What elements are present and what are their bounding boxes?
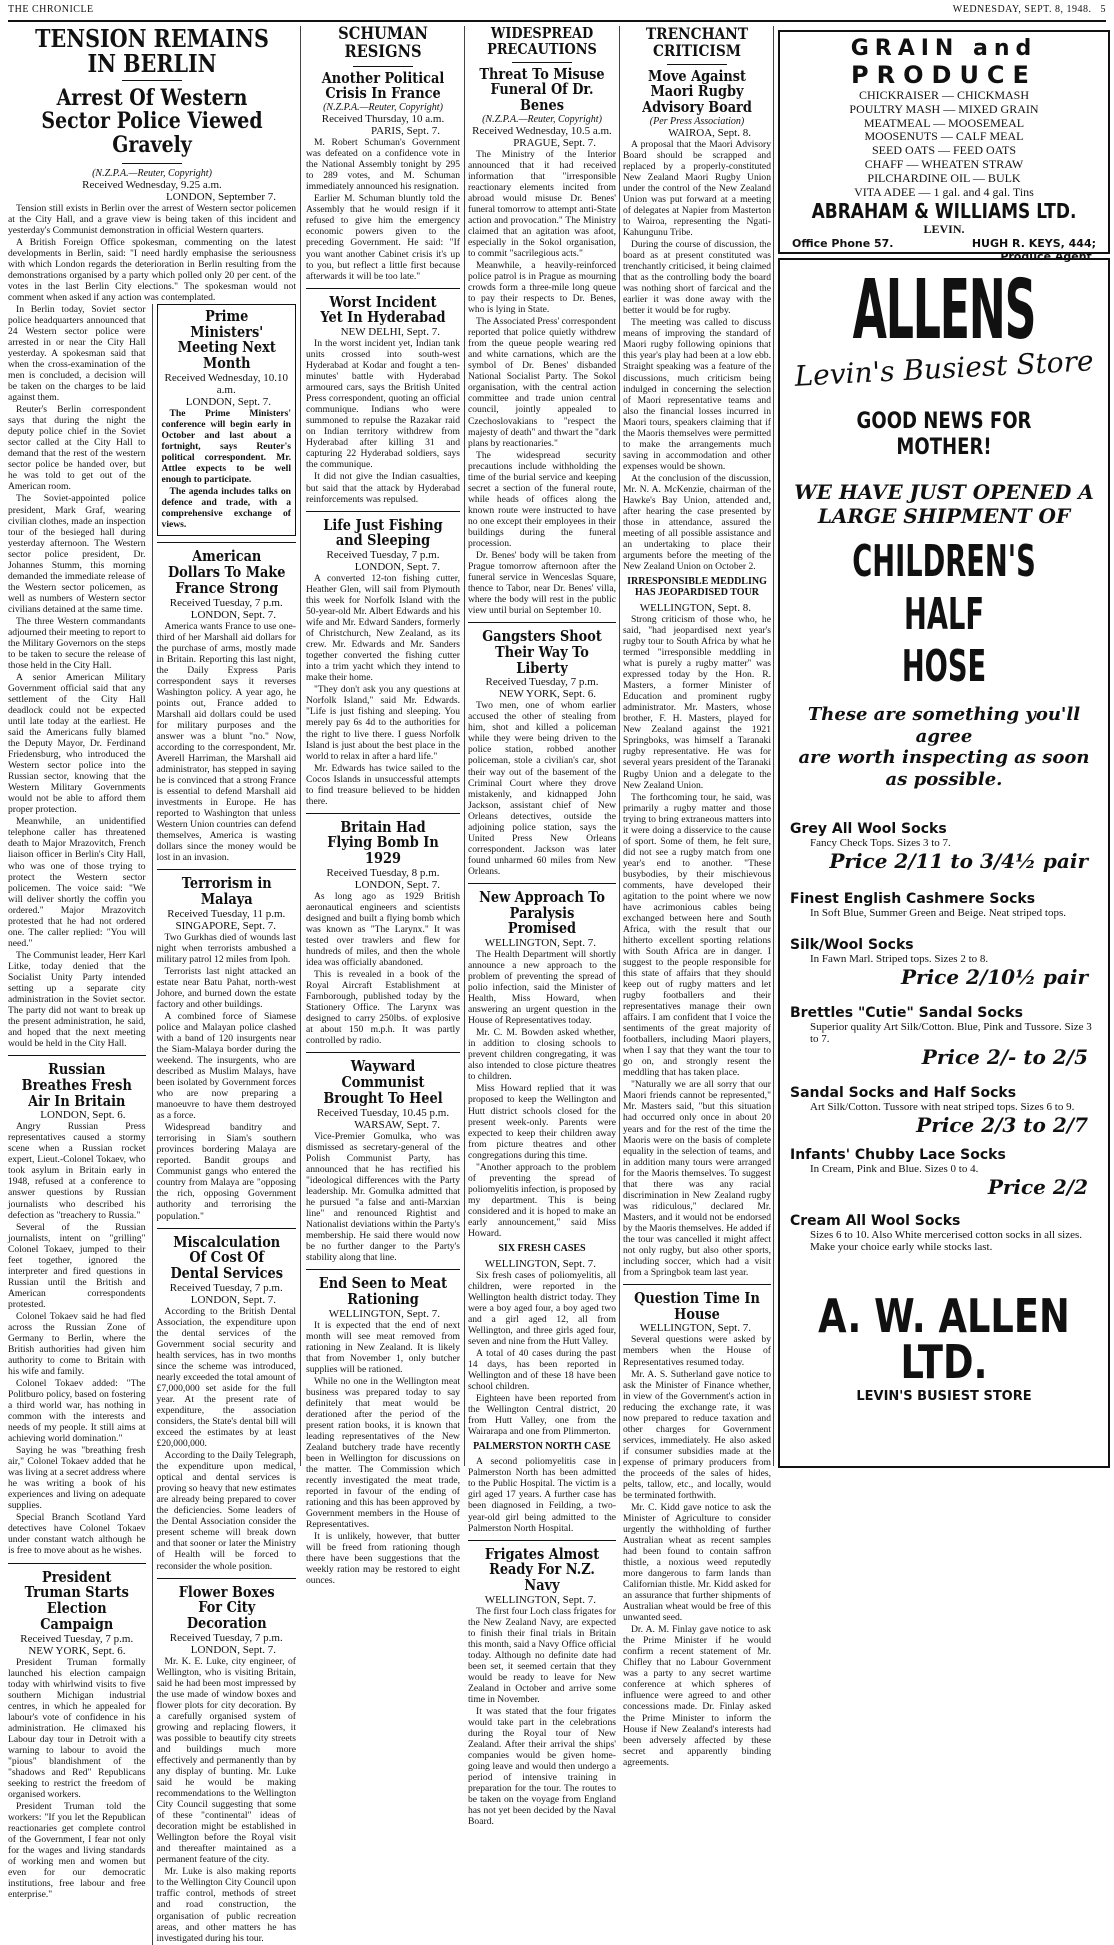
column-rule bbox=[619, 26, 620, 1466]
headline-truman: President Truman Starts Election Campaign bbox=[24, 1567, 129, 1633]
agent-role: Produce Agent. bbox=[1000, 250, 1096, 264]
article-paragraph: A senior American Military Government official said that any settlement of the City Hall deadlock could not be expected until late today at the earliest. He said the Americans fully blamed the Deputy Mayor, Dr. Ferdinand Friedensburg, who introduced the Western sector police into the Russian sector, knowing that the Western Military Governments would not be able to afford them proper protection. bbox=[8, 671, 146, 816]
ad-worth: are worth inspecting as soon bbox=[798, 747, 1090, 769]
product-line: VITA ADEE — 1 gal. and 4 gal. Tins bbox=[854, 184, 1034, 199]
article-paragraph: M. Robert Schuman's Government was defeated on a confidence vote in the National Assembly tonight by 295 to 289 votes, and M. Schuman immediately announced his resignation. bbox=[306, 137, 460, 193]
article-paragraph: It is unlikely, however, that butter will be freed from rationing though there have been suggestions that the weekly ration may be restored to eight ounces. bbox=[306, 1531, 460, 1587]
received-line: Received Tuesday, 11 p.m. bbox=[167, 907, 286, 920]
article-paragraph: Several questions were asked by members when the House of Representatives resumed today. bbox=[623, 1334, 771, 1368]
divider bbox=[122, 80, 182, 81]
column-rugby bbox=[623, 24, 771, 1768]
article-paragraph: At the conclusion of the discussion, Mr. N. A. McKenzie, chairman of the Hawke's Bay Union, attended and, after hearing the case presented by those in attendance, assured the meeting of all possible assistance and an undertaking to place their arguments before the meeting of the New Zealand Union on October 2. bbox=[623, 472, 771, 573]
masthead bbox=[8, 4, 1106, 20]
article-paragraph: Mr. K. E. Luke, city engineer, of Wellington, who is visiting Britain, said he had been most impressed by the use made of window boxes and flower plots for city decoration. By a carefully organised system of growing and replacing flowers, it was possible to beautify city streets and buildings much more effectively and permanently than by any display of bunting. Mr. Luke said he would be making recommendations to the Wellington City Council suggesting that some of these "continental" ideas of decoration might be established in Wellington before the Royal visit and thereafter maintained as a permanent feature of the city. bbox=[156, 1655, 296, 1866]
ad-title-produce: PRODUCE bbox=[851, 61, 1037, 89]
received-line: Received Tuesday, 7 p.m. bbox=[169, 1281, 283, 1294]
office-phone: Office Phone 57. bbox=[792, 237, 894, 251]
article-paragraph: Terrorists last night attacked an estate near Batu Pahat, north-west Johore, and burned down the estate factory and other buildings. bbox=[156, 965, 296, 1010]
sock-name: Brettles "Cutie" Sandal Socks bbox=[790, 1004, 1023, 1021]
sock-desc: Superior quality Art Silk/Cotton. Blue, Pink and Tussore. Size 3 to 7. bbox=[810, 1020, 1092, 1045]
article-paragraph: While no one in the Wellington meat business was prepared today to say definitely that meat would be derationed after the period of the present ration books, it is known that leading representatives of the New Zealand butchery trade have recently been in Wellington for discussions on the matter. The Commission which recently investigated the meat trade, reported in favour of the ending of rationing and this has been approved by Government members in the House of Representatives. bbox=[306, 1375, 460, 1531]
received-line: Received Tuesday, 7 p.m. bbox=[485, 676, 599, 689]
sock-desc: In Cream, Pink and Blue. Sizes 0 to 4. bbox=[810, 1162, 979, 1175]
article-paragraph: Strong criticism of those who, he said, "had jeopardised next year's rugby tour to South Africa by what he termed "irresponsible meddling in what is purely a rugby matter" was expressed today by the Hon. R. Masters, a former Minister of Education and prominent rugby administrator. Mr. Masters, whose brother, F. H. Masters, played for New Zealand against the 1921 Springboks, was himself a Taranaki rugby representative. He was for several years president of the Taranaki Rugby Union and a delegate to the New Zealand Union. bbox=[623, 614, 771, 791]
sock-item bbox=[790, 1147, 1098, 1199]
article-paragraph: In the worst incident yet, Indian tank units crossed into south-west Hyderabad at Kodar and fought a ten-minutes' battle with Hyderabad armoured cars, says the British United Press correspondent, quoting an official communique. Indians who were summoned to repulse the Razakar raid on Indian territory withdrew from Hyderabad after killing 31 and capturing 22 Hyderabad soldiers, says the communique. bbox=[306, 338, 460, 471]
dateline: WAIROA, Sept. 8. bbox=[668, 126, 751, 139]
headline-wayward: Wayward Communist Brought To Heel bbox=[323, 1057, 443, 1107]
subhead-meddling: IRRESPONSIBLE MEDDLING HAS JEOPARDISED TOUR bbox=[627, 576, 767, 599]
article-paragraph: Meanwhile, an unidentified telephone caller has threatened death to Major Mrazovitch, French liaison officer in Berlin's City Hall, who was one of those trying to protect the Western sector policemen. The voice said: "We will deliver shortly the coffin you ordered." Major Mrazovitch protested that he had not ordered one. The caller replied: "You will need." bbox=[8, 816, 146, 949]
ad-title-grain: GRAIN and bbox=[850, 36, 1038, 61]
received-line: Received Wednesday, 9.25 a.m. bbox=[82, 178, 222, 191]
ad-contact bbox=[780, 237, 1108, 250]
article-paragraph: "Naturally we are all sorry that our Maori friends cannot be represented," Mr. Masters said, "but this situation had occurred only once in about 20 years and for the rest of the time the Maoris were on the basis of complete equality in the selection of teams, and in addition many tours were arranged for the Maoris themselves. To suggest that there was any racial discrimination in New Zealand rugby was ridiculous," declared Mr. Masters, and it would not be endorsed by the Maoris themselves. He added if the tour was cancelled it might affect not only rugby, but also other sports, including soccer, which had a visit from a Springbok team last year. bbox=[623, 1079, 771, 1278]
headline-russian: Russian Breathes Fresh Air In Britain bbox=[21, 1060, 132, 1110]
headline-criticism: TRENCHANT CRITICISM bbox=[645, 24, 749, 60]
ad-half: HALF bbox=[904, 588, 984, 640]
sock-item bbox=[790, 1005, 1098, 1069]
headline-dental: Miscalculation Of Cost Of Dental Services bbox=[169, 1232, 283, 1283]
article-paragraph: The meeting was called to discuss means of improving the standard of Maori rugby following opinions that this year's play had been at a low ebb. Straight speaking was a feature of the discussions, much criticism being indulged in concerning the selection of Maori representative teams and also the financial losses incurred in Maori tours, speakers claiming that if the Maoris themselves were permitted to make the arrangements much saving in accommodation and other expenses would be shown. bbox=[623, 317, 771, 472]
product-line: SEED OATS — FEED OATS bbox=[871, 143, 1016, 158]
article-paragraph: The Associated Press' correspondent reported that police quietly withdrew from the queue people wearing red and white carnations, which are the symbol of Dr. Benes' disbanded National Socialist Party. The Sokol organisation, with the central action committee and trade union central council, jointly appealed to Czechoslovakians to "respect the majesty of death" and thwart the "dark plans by reactionaries." bbox=[468, 316, 617, 449]
headline-bomb: Britain Had Flying Bomb In 1929 bbox=[327, 817, 439, 868]
subcolumn bbox=[152, 304, 296, 1945]
article-paragraph: Mr. A. S. Sutherland gave notice to ask the Minister of Finance whether, in view of the Government's action in reducing the exchange rate, it was now prepared to reduce taxation and other charges for Government services, immediately. He also asked if consumer subsidies made at the expense of primary producers from the proceeds of the sales of hides, pelts, tallow, etc., and locally, would be terminated forthwith. bbox=[623, 1368, 771, 1501]
credit: (Per Press Association) bbox=[649, 115, 745, 127]
agent: HUGH R. KEYS, 444; bbox=[971, 237, 1096, 251]
product-line: MEATMEAL — MOOSEMEAL bbox=[863, 115, 1025, 130]
article-paragraph: The forthcoming tour, he said, was primarily a rugby matter and those trying to bring extraneous matters into it were doing a disservice to the cause of sport. Some of them, he felt sure, did not see a rugby match from one year's end to another. "These busybodies, by their mischievous comments, have developed their agitation to the point where we now have acrimonious cables being exchanged between here and South Africa, with the result that our hitherto excellent sporting relations with South Africa are in danger. I suggest to the people responsible for this state of affairs that they should keep out of rugby matters and let rugby footballers and their representatives manage their own affairs. I am confident that I voice the sentiments of the great majority of footballers, including Maori players, when I say that they want the tour to go on, and strongly resent the meddling that has taken place. bbox=[623, 791, 771, 1079]
received-line: Received Wednesday, 10.10 a.m. bbox=[164, 371, 288, 396]
article-paragraph: The Ministry of the Interior announced that it had received information that "irresponsible reactionary elements incited from abroad would misuse Dr. Benes' funeral tomorrow to attempt anti-State action and provocation." The Ministry claimed that an agitation was afoot, especially in the Sokol organisation, to commit "sacrilegious acts." bbox=[468, 148, 616, 260]
article-paragraph: Earlier M. Schuman bluntly told the Assembly that he would resign if it refused to give him the emergency economic powers given to the preceding Government. He said: "If you want another Cabinet crisis it's up to you, but reflect a little first because afterwards it will be too late." bbox=[306, 193, 460, 282]
article-paragraph: According to the Daily Telegraph, the expenditure upon medical, optical and dental services is proving so heavy that new estimates are already being prepared to cover the deficiencies. Some leaders of the Dental Association consider the present scheme will break down and that sooner or later the Ministry of Health will be forced to reconsider the whole position. bbox=[156, 1450, 296, 1572]
dateline: WARSAW, Sept. 7. bbox=[354, 1118, 440, 1131]
masthead-date bbox=[953, 4, 1106, 15]
article-paragraph: The Communist leader, Herr Karl Litke, today denied that the Socialist Unity Party intended setting up a separate city administration in the Soviet sector. The party did not want to break up the present administration, he said, and hoped that the next meeting would be held in the City Hall. bbox=[8, 949, 146, 1049]
dateline: WELLINGTON, Sept. 7. bbox=[484, 1593, 596, 1606]
headline-flower: Flower Boxes For City Decoration bbox=[178, 1582, 275, 1633]
article-paragraph: It is expected that the end of next month will see meat removed from rationing in New Zealand. It is likely that from November 1, only butcher supplies will be rationed. bbox=[306, 1319, 460, 1375]
dateline: PARIS, Sept. 7. bbox=[371, 125, 440, 138]
divider bbox=[512, 62, 572, 63]
sock-name: Infants' Chubby Lace Socks bbox=[790, 1146, 1006, 1163]
received-line: Received Tuesday, 10.45 p.m. bbox=[316, 1106, 450, 1119]
column-rule bbox=[300, 26, 301, 1466]
page-number: 5 bbox=[1100, 4, 1106, 15]
sock-name: Grey All Wool Socks bbox=[790, 820, 947, 837]
article-paragraph: The Health Department will shortly announce a new approach to the problem of preventing the spread of polio infection, said the Minister of Health, Miss Howard, when answering an urgent question in the House of Representatives today. bbox=[468, 949, 616, 1027]
ad-childrens: CHILDREN'S bbox=[852, 535, 1036, 587]
ad-shipment: LARGE SHIPMENT OF bbox=[817, 503, 1071, 528]
subcolumn bbox=[8, 304, 146, 1945]
sock-name: Silk/Wool Socks bbox=[790, 936, 914, 953]
product-line: CHAFF — WHEATEN STRAW bbox=[864, 156, 1024, 171]
product-line: POULTRY MASH — MIXED GRAIN bbox=[849, 101, 1039, 116]
ad-worth: These are something you'll agree bbox=[807, 704, 1081, 747]
headline-hyderabad: Worst Incident Yet In Hyderabad bbox=[320, 292, 446, 327]
dateline: WELLINGTON, Sept. 7. bbox=[639, 1322, 751, 1335]
ad-firm: A. W. ALLEN LTD. bbox=[818, 1288, 1070, 1389]
ad-worth: as possible. bbox=[885, 768, 1003, 790]
dateline: WELLINGTON, Sept. 7. bbox=[484, 1257, 596, 1270]
headline-schuman: SCHUMAN RESIGNS bbox=[338, 24, 428, 62]
sock-desc: Sizes 6 to 10. Also White mercerised cotton socks in all sizes. Make your choice early while stocks last. bbox=[810, 1228, 1082, 1253]
article-paragraph: The widespread security precautions include withholding the time of the burial service and keeping secret a section of the funeral route, while heads of offices along the known route were instructed to have no one except their employees in their buildings during the funeral procession. bbox=[468, 449, 616, 549]
ad-town: LEVIN. bbox=[923, 222, 965, 237]
sock-price: Price 2/2 bbox=[987, 1174, 1088, 1199]
article-paragraph: Mr. Luke is also making reports to the Wellington City Council upon traffic control, methods of street and road construction, the organisation of public recreation areas, and other matters he has investigated during his tour. bbox=[156, 1866, 297, 1944]
dateline: LONDON, Sept. 7. bbox=[354, 878, 440, 891]
subhead-funeral: Threat To Misuse Funeral Of Dr. Benes bbox=[479, 64, 605, 114]
issue-date: WEDNESDAY, SEPT. 8, 1948. bbox=[952, 4, 1092, 15]
received-line: Received Wednesday, 10.5 a.m. bbox=[472, 124, 612, 137]
article-paragraph: In Berlin today, Soviet sector police headquarters announced that 24 Western sector police were arrested in or near the City Hall yesterday. A spokesman said that when the cross-examination of the men is concluded, a decision will be taken on the charges to be laid against them. bbox=[8, 303, 146, 404]
ad-hose: HOSE bbox=[901, 641, 987, 693]
headline-gangsters: Gangsters Shoot Their Way To Liberty bbox=[482, 627, 602, 677]
article-paragraph: A British Foreign Office spokesman, commenting on the latest developments in Berlin, said: "I need hardly emphasise the seriousness with which London regards the deterioration in Berlin resulting from the demonstrations organised by a party which polled only 20 per cent. of the votes in the last Berlin City elections." The spokesman would not comment when asked if any action was contemplated. bbox=[8, 236, 296, 303]
credit: (N.Z.P.A.—Reuter, Copyright) bbox=[323, 102, 443, 114]
headline-question: Question Time In House bbox=[634, 1288, 760, 1323]
dateline: NEW YORK, Sept. 6. bbox=[28, 1644, 126, 1657]
article-paragraph: Dr. A. M. Finlay gave notice to ask the Prime Minister if he would confirm a recent statement of Mr. Chifley that no Labour Government was a party to any secret wartime conference at which spheres of influence were agreed to and other concessions made. Dr. Finlay asked the Prime Minister to inform the House if New Zealand's interests had been adversely affected by these secret and apparently binding agreements. bbox=[623, 1624, 771, 1768]
article-paragraph: Colonel Tokaev added: "The Politburo policy, based on fostering a third world war, has nothing in common with the interests and needs of my people. It still aims at achieving world domination." bbox=[8, 1378, 146, 1445]
article-paragraph: This is revealed in a book of the Royal Aircraft Establishment at Farnborough, published today by the Stationery Office. The Larynx was designed to carry 250lbs. of explosive at about 150 m.p.h. It was partly controlled by radio. bbox=[306, 969, 460, 1047]
sock-desc: In Soft Blue, Summer Green and Beige. Neat striped tops. bbox=[810, 906, 1067, 919]
subhead-criticism: Move Against Maori Rugby Advisory Board bbox=[642, 66, 752, 117]
subhead-schuman: Another Political Crisis In France bbox=[321, 68, 445, 103]
article-paragraph: Mr. Edwards has twice sailed to the Cocos Islands in unsuccessful attempts to find treasure believed to be hidden there. bbox=[306, 762, 460, 807]
headline-paralysis: New Approach To Paralysis Promised bbox=[479, 887, 605, 938]
article-paragraph: Widespread banditry and terrorising in Siam's southern provinces bordering Malaya are reported. Bandit groups and Communist gangs who entered the country from Malaya are "opposing the rich, opposing Government authority and terrorising the population." bbox=[156, 1122, 296, 1222]
sock-price: Price 2/10½ pair bbox=[901, 964, 1088, 989]
sock-item bbox=[790, 821, 1098, 873]
article-paragraph: A combined force of Siamese police and Malayan police clashed with a band of 120 insurgents near the Siam-Malaya border during the weekend. The insurgents, who are described as Muslim Malays, have been isolated by Government forces who are now preparing a manoeuvre to have them destroyed as a force. bbox=[156, 1010, 296, 1122]
article-paragraph: "They don't ask you any questions at Norfolk Island," said Mr. Edwards. "Life is just fishing and sleeping. You merely pay 6s 4d to the authorities for the right to live there. I guess Norfolk Island is just about the best place in the world to relax in after a hard life." bbox=[306, 684, 460, 762]
received-line: Received Tuesday, 7 p.m. bbox=[20, 1632, 134, 1645]
dateline: NEW YORK, Sept. 6. bbox=[498, 688, 596, 701]
column-rule bbox=[773, 26, 774, 1466]
sock-item bbox=[790, 937, 1098, 989]
subhead-six-cases: SIX FRESH CASES bbox=[498, 1242, 586, 1254]
dateline: LONDON, Sept. 7. bbox=[354, 561, 440, 574]
dateline: LONDON, Sept. 7. bbox=[190, 1293, 276, 1306]
article-paragraph: Special Branch Scotland Yard detectives have Colonel Tokaev under constant watch although he is free to move about as he wishes. bbox=[8, 1512, 146, 1557]
dateline: LONDON, Sept. 7. bbox=[190, 1643, 276, 1656]
article-paragraph: Miss Howard replied that it was proposed to keep the Wellington and Hutt district schools closed for the present week-only. Parents were expected to keep their children away from picture theatres and other congregations during this time. bbox=[468, 1083, 616, 1161]
dateline: WELLINGTON, Sept. 7. bbox=[484, 937, 596, 950]
headline-frigates: Frigates Almost Ready For N.Z. Navy bbox=[484, 1544, 600, 1595]
credit: (N.Z.P.A.—Reuter, Copyright) bbox=[482, 113, 602, 125]
sock-desc: Art Silk/Cotton. Tussore with neat striped tops. Sizes 6 to 9. bbox=[810, 1100, 1075, 1113]
received-line: Received Tuesday, 7 p.m. bbox=[169, 596, 283, 609]
sock-price: Price 2/3 to 2/7 bbox=[916, 1112, 1088, 1137]
top-rule bbox=[8, 20, 1106, 22]
article-paragraph: According to the British Dental Association, the expenditure upon the dental services of the Government social security and health services, has in two months since the scheme was introduced, nearly exceeded the total amount of £7,000,000 set aside for the full year. At the present rate of expenditure, the association considers, the State's dental bill will exceed the estimates by at least £20,000,000. bbox=[156, 1305, 296, 1450]
article-paragraph: The Prime Ministers' conference will begin early in October and last about a fortnight, says Reuter's political correspondent. Mr. Attlee expects to be well enough to participate. bbox=[161, 407, 291, 486]
article-paragraph: Two men, one of whom earlier accused the other of stealing from him, shot and killed a policeman while they were being driven to the police station, robbed another policeman, stole a civilian's car, shot their way out of the basement of the Criminal Court where they drove mistakenly, and kidnapped John Jackson, assistant chief of New Orleans detectives, outside the adjoining police station, says the United Press New Orleans correspondent. Jackson was later found unharmed 60 miles from New Orleans. bbox=[468, 700, 616, 877]
dateline: LONDON, Sept. 6. bbox=[40, 1109, 126, 1122]
product-line: PILCHARDINE OIL — BULK bbox=[867, 170, 1021, 185]
article-paragraph: Tension still exists in Berlin over the arrest of Western sector policemen at the City Hall, and a grave view is being taken of this incident and yesterday's Communist demonstration in official Western quarters. bbox=[8, 202, 296, 236]
sock-name: Cream All Wool Socks bbox=[790, 1212, 961, 1229]
article-paragraph: The agenda includes talks on defence and trade, with a comprehensive exchange of views. bbox=[161, 486, 291, 531]
product-line: CHICKRAISER — CHICKMASH bbox=[858, 88, 1030, 102]
ad-brand: ALLENS bbox=[852, 263, 1036, 358]
article-paragraph: It was stated that the four frigates would take part in the celebrations during the Royal tour of New Zealand. After their arrival the ships' companies would be given home-going leave and would then undergo a period of intensive training in preparation for the tour. The routes to be taken on the voyage from England has not yet been decided by the Naval Board. bbox=[468, 1706, 616, 1828]
article-paragraph: Mr. C. M. Bowden asked whether, in addition to closing schools to prevent children congregating, it was also intended to close picture theatres to children. bbox=[468, 1027, 616, 1083]
ad-opened: WE HAVE JUST OPENED A bbox=[794, 479, 1094, 504]
article-paragraph: Several of the Russian journalists, intent on "grilling" Colonel Tokaev, jumped to their feet together, ignored the interpreter and fired questions in Russian until the British and American correspondents protested. bbox=[8, 1221, 146, 1310]
dateline: LONDON, Sept. 7. bbox=[185, 395, 271, 408]
article-paragraph: "Another approach to the problem of preventing the spread of poliomyelitis infection, is proposed by my department. This is being considered and it is hoped to make an early announcement," said Miss Howard. bbox=[468, 1161, 616, 1239]
article-paragraph: Angry Russian Press representatives caused a stormy scene when a Russian rocket expert, Lieut.-Colonel Tokaev, who took asylum in Britain early in 1948, refused at a conference to answer questions by Russian journalists who described his defection as "treachery to Russia." bbox=[8, 1121, 146, 1221]
divider bbox=[122, 163, 182, 164]
article-paragraph: A total of 40 cases during the past 14 days, has been reported in Wellington and of these 18 have been school children. bbox=[468, 1348, 616, 1393]
article-paragraph: It did not give the Indian casualties, but said that the attack by Hyderabad reinforcements was repulsed. bbox=[306, 471, 460, 505]
article-paragraph: America wants France to use one-third of her Marshall aid dollars for the purchase of arms, mostly made in Britain. Reporting this last night, the Daily Express Paris correspondent says it reverses Washington policy. A year ago, he points out, France added to Marshall aid dollars could be used for military purposes and the answer was a blunt "no." Now, according to the correspondent, Mr. Averell Harriman, the Marshall aid administrator, has stepped in saying he is convinced that a strong France is essential to defend Marshall aid investments in Europe. He has reported to Washington that unless Western Union countries can defend themselves, America is wasting dollars since the money would be lost in an invasion. bbox=[156, 620, 296, 864]
divider bbox=[667, 64, 727, 65]
pm-box bbox=[157, 304, 296, 536]
sock-name: Finest English Cashmere Socks bbox=[790, 890, 1036, 907]
article-paragraph: Saying he was "breathing fresh air," Colonel Tokaev added that he was living at a secret address where he was writing a book of his experiences and living on adequate supplies. bbox=[8, 1445, 146, 1512]
received-line: Received Tuesday, 8 p.m. bbox=[326, 866, 440, 879]
article-paragraph: Mr. C. Kidd gave notice to ask the Minister of Agriculture to consider urgently the withholding of further Australian wheat as recent samples had been found to contain saffron thistle, a noxious weed reputedly more dangerous to farm lands than Californian thistle. Mr. Kidd asked for an assurance that further shipments of Australian wheat would be free of this unwanted seed. bbox=[623, 1501, 771, 1624]
article-paragraph: President Truman formally launched his election campaign today with whirlwind visits to five southern Michigan industrial centres, in which he appealed for labour's vote of confidence in his administration. He climaxed his Labour day tour in Detroit with a warning to labour to avoid the "pious" blandishment of the "shadows and Red" Republicans seeking to restrict the freedom of organised workers. bbox=[8, 1656, 146, 1800]
column-benes bbox=[468, 24, 617, 1828]
divider bbox=[353, 66, 413, 67]
headline-funeral: WIDESPREAD PRECAUTIONS bbox=[487, 24, 597, 58]
credit: (N.Z.P.A.—Reuter, Copyright) bbox=[92, 167, 212, 179]
article-paragraph: Dr. Benes' body will be taken from Prague tomorrow afternoon after the funeral service in Wenceslas Square, thence to Tabor, near Dr. Benes' villa, where the body will rest in the public view until burial on September 10. bbox=[468, 549, 616, 617]
received-line: Received Tuesday, 7 p.m. bbox=[326, 549, 440, 562]
received-line: Received Thursday, 10 a.m. bbox=[321, 113, 445, 126]
ad-firm-tagline: LEVIN'S BUSIEST STORE bbox=[856, 1388, 1032, 1404]
article-paragraph: President Truman told the workers: "If you let the Republican reactionaries get complete control of the Government, I fear not only for the wages and living standards of working men and women but even for our democratic institutions, free labour and free enterprise." bbox=[8, 1800, 146, 1901]
sock-desc: In Fawn Marl. Striped tops. Sizes 2 to 8. bbox=[810, 952, 989, 965]
product-line: MOOSENUTS — CALF MEAL bbox=[864, 129, 1024, 144]
article-paragraph: Six fresh cases of poliomyelitis, all children, were reported in the Wellington health district today. They were a boy aged four, a boy aged two and a girl aged 12, all from Wellington, and three girls aged four, seven and nine from the Hutt Valley. bbox=[468, 1269, 616, 1348]
sock-desc: Fancy Check Tops. Sizes 3 to 7. bbox=[810, 836, 951, 849]
article-paragraph: Eighteen have been reported from the Wellington Central district, 20 from Hutt Valley, one from the Wairarapa and one from Plimmerton. bbox=[468, 1393, 616, 1438]
dateline: NEW DELHI, Sept. 7. bbox=[340, 326, 440, 339]
article-paragraph: A proposal that the Maori Advisory Board should be scrapped and replaced by a properly-constituted New Zealand Maori Rugby Union under the control of the New Zealand Union was put forward at a meeting of delegates at Napier from Masterton to Wairoa, representing the Ngati-Kahungunu Tribe. bbox=[623, 138, 771, 239]
dateline: LONDON, September 7. bbox=[166, 190, 276, 203]
headline-berlin: TENSION REMAINS IN BERLIN bbox=[35, 24, 269, 79]
article-paragraph: Two Gurkhas died of wounds last night when terrorists ambushed a military patrol 12 miles from Ipoh. bbox=[156, 931, 296, 965]
headline-fishing: Life Just Fishing and Sleeping bbox=[323, 515, 443, 550]
article-paragraph: A converted 12-ton fishing cutter, Heather Glen, will sail from Plymouth this week for Norfolk Island with the 50-year-old Mr. Albert Edwards and his wife and Mr. Edward Sanders, formerly of Christchurch, New Zealand, as its crew. Mr. Edwards and Mr. Sanders together converted the fishing cutter into a trim yacht which they intend to make their home. bbox=[306, 573, 460, 684]
ad-allens bbox=[778, 258, 1110, 1468]
article-paragraph: Colonel Tokaev said he had fled across the Russian Zone of Germany to Berlin, where the British authorities had given him authority to come to Britain with his wife and family. bbox=[8, 1310, 146, 1377]
article-paragraph: The first four Loch class frigates for the New Zealand Navy, are expected to finish their final trials in Britain this month, said a Navy Office official today. Although no definite date had been set, it seemed certain that they would be ready to leave for New Zealand in October and arrive some time in November. bbox=[468, 1605, 616, 1706]
article-paragraph: A second poliomyelitis case in Palmerston North has been admitted to the Public Hospital. The victim is a girl aged 17 years. A further case has been diagnosed in Feilding, a two-year-old girl being admitted to the Palmerston North Hospital. bbox=[468, 1456, 616, 1534]
headline-dollars: American Dollars To Make France Strong bbox=[167, 547, 286, 597]
ad-mother: MOTHER! bbox=[896, 435, 992, 461]
sock-item bbox=[790, 891, 1098, 919]
sock-item bbox=[790, 1213, 1098, 1253]
article-paragraph: Reuter's Berlin correspondent says that during the night the deputy police chief in the Soviet sector called at the City Hall to demand that the rest of the western sector police be handed over, but he was told to get out of the American room. bbox=[8, 404, 146, 493]
paper-name: THE CHRONICLE bbox=[8, 4, 94, 15]
ad-good-news: GOOD NEWS FOR bbox=[856, 409, 1032, 434]
column-berlin bbox=[8, 24, 297, 1944]
article-paragraph: Vice-Premier Gomulka, who was dismissed as secretary-general of the Polish Communist Party, has announced that he has rectified his "ideological differences with the Party leadership. Mr. Gomulka admitted that he pursued "a false and anti-Marxian line" and renounced Rightist and Nationalist deviations within the Party's membership. He said there would now be no further danger to the Party's stability along that line. bbox=[306, 1130, 460, 1263]
article-paragraph: As long ago as 1929 British aeronautical engineers and scientists designed and built a flying bomb which was known as "The Larynx." It was tested over trawlers and flew for hundreds of miles, and then the whole idea was officially abandoned. bbox=[306, 890, 460, 969]
dateline: LONDON, Sept. 7. bbox=[190, 608, 276, 621]
article-paragraph: During the course of discussion, the board as at present constituted was trenchantly criticised, it being claimed that as the controlling body the board was nothing short of farcical and the earlier it was done away with the better it would be for rugby. bbox=[623, 239, 771, 317]
sock-price: Price 2/- to 2/5 bbox=[921, 1044, 1088, 1069]
sock-item bbox=[790, 1085, 1098, 1137]
headline-terror: Terrorism in Malaya bbox=[181, 874, 272, 908]
headline-meat: End Seen to Meat Rationing bbox=[318, 1274, 448, 1308]
subhead-berlin: Arrest Of Western Sector Police Viewed Gravely bbox=[41, 85, 263, 158]
sock-name: Sandal Socks and Half Socks bbox=[790, 1084, 1017, 1101]
sock-price: Price 2/11 to 3/4½ pair bbox=[829, 848, 1088, 873]
dateline: WELLINGTON, Sept. 8. bbox=[639, 602, 751, 615]
column-schuman bbox=[306, 24, 460, 1587]
received-line: Received Tuesday, 7 p.m. bbox=[169, 1631, 283, 1644]
subhead-palmerston: PALMERSTON NORTH CASE bbox=[473, 1441, 611, 1453]
dateline: SINGAPORE, Sept. 7. bbox=[175, 919, 276, 932]
dateline: WELLINGTON, Sept. 7. bbox=[328, 1307, 440, 1320]
ad-firm: ABRAHAM & WILLIAMS LTD. bbox=[811, 199, 1077, 224]
dateline: PRAGUE, Sept. 7. bbox=[513, 136, 596, 149]
headline-pm: Prime Ministers' Meeting Next Month bbox=[177, 306, 276, 373]
column-rule bbox=[464, 26, 465, 1466]
article-paragraph: The three Western commandants adjourned their meeting to report to the Military Governors on the steps to be taken to secure the release of those held in the City Hall. bbox=[8, 615, 146, 671]
ad-grain-produce bbox=[778, 30, 1110, 264]
article-paragraph: The Soviet-appointed police president, Mark Graf, wearing civilian clothes, made an inspection tour of the besieged hall during yesterday afternoon. The Western sector police president, Dr. Johannes Stumm, this morning demanded the immediate release of the Western sector policemen, as well as numbers of Western sector civilians detained at the same time. bbox=[8, 493, 146, 615]
article-paragraph: Meanwhile, a heavily-reinforced police patrol is in Prague as mourning crowds form a three-mile long queue to pay their respects to Dr. Benes, who is lying in State. bbox=[468, 260, 616, 316]
ad-tagline: Levin's Busiest Store bbox=[793, 344, 1095, 393]
